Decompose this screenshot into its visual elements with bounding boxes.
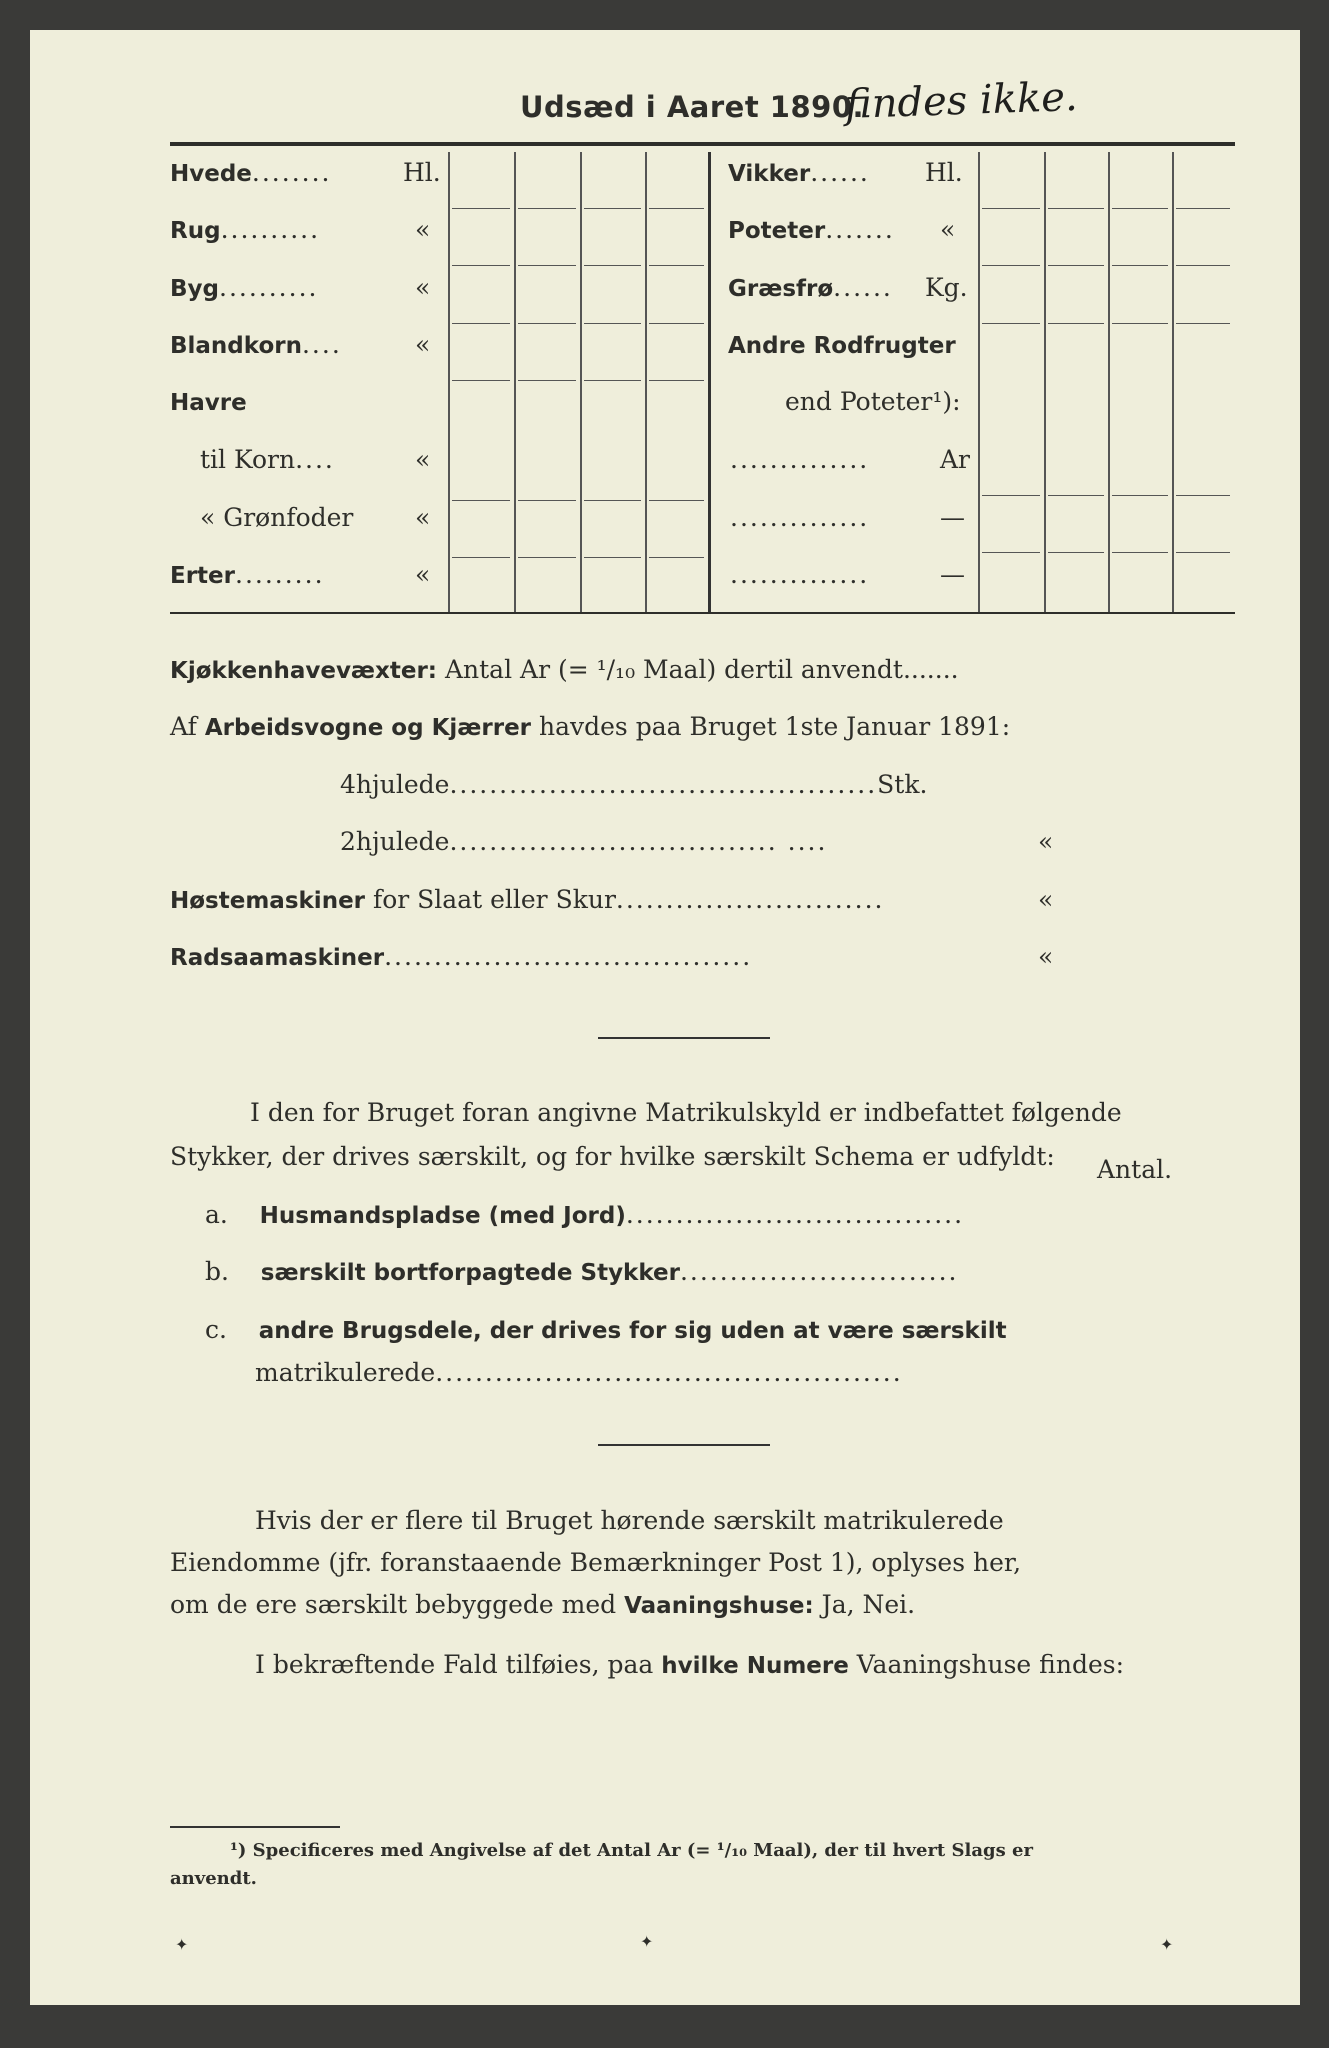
right-row-3 [728,330,956,359]
left-row-unit: « [415,215,431,244]
left-row-unit: « [415,560,431,589]
grid-cell-line [1112,323,1168,324]
right-row-label: Poteter [728,218,826,244]
punch-mark-left: ✦ [175,1935,189,1954]
harvest-text: for Slaat eller Skur [372,885,616,914]
bekraeftende-post: Vaaningshuse findes: [856,1650,1124,1679]
four-wheel-line [340,770,927,799]
grid-cell-line [1048,265,1104,266]
grid-cell-line [1048,552,1104,553]
left-row-0 [170,158,331,187]
grid-cell-line [584,557,641,558]
title-rule [170,142,1235,146]
grid-column-line [1172,152,1174,612]
item-c-line-2 [255,1358,903,1387]
right-row-label: Andre Rodfrugter [728,333,956,359]
grid-cell-line [584,265,641,266]
grid-cell-line [1176,265,1230,266]
left-row-dots: .... [295,445,335,474]
left-row-label: til Korn [200,445,296,474]
item-b-dots: ............................ [679,1257,959,1286]
two-wheel-line [340,827,827,856]
right-row-label: Vikker [728,161,811,187]
antal-label: Antal. [1097,1155,1173,1184]
four-wheel-dots: ........................................... [449,770,878,799]
right-row-dots: .............. [730,503,870,532]
grid-cell-line [1176,495,1230,496]
grid-cell-line [1048,323,1104,324]
grid-cell-line [982,495,1040,496]
item-a-line [205,1200,964,1229]
grid-cell-line [518,500,576,501]
grid-column-line [1108,152,1110,612]
right-row-4 [785,387,961,416]
left-row-label: Blandkorn [170,333,302,359]
item-c-label: andre Brugsdele, der drives for sig uden at være særskilt [258,1318,1007,1344]
grid-cell-line [1048,495,1104,496]
left-row-6 [200,503,353,532]
grid-cell-line [518,208,576,209]
right-row-unit: — [940,503,965,532]
grid-cell-line [982,552,1040,553]
left-row-unit: « [415,445,431,474]
right-row-dots: ....... [825,215,895,244]
grid-cell-line [584,323,641,324]
left-row-unit: « [415,330,431,359]
bekraeftende-bold: hvilke Numere [661,1653,849,1679]
right-row-2 [728,273,893,302]
form-page [30,30,1300,2005]
left-row-dots: ......... [235,560,325,589]
left-row-label: Havre [170,390,247,416]
item-b-label: særskilt bortforpagtede Stykker [260,1260,680,1286]
grid-cell-line [452,380,510,381]
page-title: Udsæd i Aaret 1890. [520,90,865,124]
right-row-label: end Poteter¹): [785,387,961,416]
grid-cell-line [649,208,704,209]
two-wheel-label: 2hjulede [340,827,450,856]
grid-column-line [708,152,711,612]
footnote-line-2: anvendt. [170,1868,257,1889]
harvest-label: Høstemaskiner [170,888,366,914]
left-row-1 [170,215,320,244]
left-row-label: Byg [170,276,219,302]
grid-cell-line [1176,323,1230,324]
punch-mark-center: ✦ [640,1932,654,1951]
left-row-4 [170,387,247,416]
item-c-text-2: matrikulerede [255,1358,436,1387]
grid-cell-line [1112,265,1168,266]
bekraeftende-pre: I bekræftende Fald tilføies, paa [255,1650,654,1679]
left-row-label: Rug [170,218,221,244]
wagons-label: Arbeidsvogne og Kjærrer [204,715,532,741]
grid-cell-line [518,380,576,381]
item-a-dots: .................................. [625,1200,965,1229]
two-wheel-dots: ................................. .... [449,827,828,856]
footnote-rule [170,1826,340,1828]
flere-line-2: Eiendomme (jfr. foranstaaende Bemærkninger Post 1), oplyses her, [170,1548,1022,1577]
grid-cell-line [1176,208,1230,209]
right-row-unit: Kg. [925,273,968,302]
kitchen-label: Kjøkkenhavevæxter: [170,658,438,684]
flere-line-3-bold: Vaaningshuse: [624,1593,814,1619]
grid-cell-line [649,265,704,266]
right-row-1 [728,215,895,244]
grid-cell-line [1112,495,1168,496]
grid-cell-line [452,208,510,209]
left-row-2 [170,273,318,302]
grid-cell-line [584,380,641,381]
left-row-dots: ........ [251,158,332,187]
right-row-unit: « [940,215,956,244]
kitchen-text: Antal Ar (= ¹/₁₀ Maal) dertil anvendt....... [444,655,959,684]
left-row-label: « Grønfoder [200,503,354,532]
grid-cell-line [518,323,576,324]
grid-cell-line [584,500,641,501]
grid-column-line [580,152,582,612]
grid-cell-line [649,323,704,324]
left-row-label: Hvede [170,161,252,187]
section-divider [598,1037,770,1039]
flere-line-3 [170,1590,915,1619]
section-divider-2 [598,1444,770,1446]
grid-column-line [645,152,647,612]
grid-column-line [448,152,450,612]
matrikel-line-2: Stykker, der drives særskilt, og for hvilke særskilt Schema er udfyldt: [170,1142,1055,1171]
right-row-5 [730,445,869,474]
punch-mark-right: ✦ [1160,1935,1174,1954]
grid-column-line [978,152,980,612]
item-c-dots: ............................................... [435,1358,903,1387]
grid-cell-line [1048,208,1104,209]
kitchen-garden-line [170,655,959,684]
grid-column-line [514,152,516,612]
grid-cell-line [452,557,510,558]
flere-line-1: Hvis der er flere til Bruget hørende særskilt matrikulerede [255,1506,1004,1535]
item-c-line [205,1315,1007,1344]
flere-line-3-post: Ja, Nei. [821,1590,916,1619]
matrikel-line-1: I den for Bruget foran angivne Matrikulskyld er indbefattet følgende [250,1098,1122,1127]
grid-cell-line [518,557,576,558]
grid-cell-line [1112,552,1168,553]
wagons-text: havdes paa Bruget 1ste Januar 1891: [538,712,1011,741]
grid-cell-line [584,208,641,209]
grid-cell-line [518,265,576,266]
grid-cell-line [649,500,704,501]
grid-cell-line [649,557,704,558]
left-row-3 [170,330,342,359]
four-wheel-unit: Stk. [877,770,928,799]
flere-line-3-pre: om de ere særskilt bebyggede med [170,1590,617,1619]
right-row-unit: — [940,560,965,589]
right-row-label: Græsfrø [728,276,834,302]
left-row-5 [200,445,335,474]
right-row-6 [730,503,869,532]
grid-cell-line [452,265,510,266]
wagons-line [170,712,1010,741]
right-row-0 [728,158,870,187]
grid-cell-line [1176,552,1230,553]
left-row-dots: .......... [220,215,321,244]
left-row-7 [170,560,325,589]
right-row-unit: Ar [940,445,971,474]
footnote-line-1: ¹) Specificeres med Angivelse af det Antal Ar (= ¹/₁₀ Maal), der til hvert Slags er [230,1840,1033,1861]
grid-cell-line [982,208,1040,209]
handwritten-note: findes ikke. [844,73,1079,129]
grid-cell-line [452,323,510,324]
seed-machine-unit: « [1038,942,1054,971]
table-bottom-rule [170,612,1235,614]
grid-cell-line [452,500,510,501]
left-row-dots: .... [301,330,342,359]
item-a-letter: a. [205,1200,228,1229]
four-wheel-label: 4hjulede [340,770,450,799]
left-row-dots: .......... [219,273,319,302]
grid-cell-line [982,265,1040,266]
item-b-line [205,1257,959,1286]
left-row-unit: « [415,503,431,532]
right-row-dots: ...... [833,273,893,302]
two-wheel-unit: « [1038,827,1054,856]
grid-cell-line [982,323,1040,324]
left-row-unit: Hl. [403,158,441,187]
grid-cell-line [1112,208,1168,209]
grid-column-line [1044,152,1046,612]
left-row-unit: « [415,273,431,302]
right-row-dots: .............. [730,560,870,589]
bekraeftende-line [255,1650,1124,1679]
grid-cell-line [649,380,704,381]
item-a-label: Husmandspladse (med Jord) [259,1203,626,1229]
harvest-unit: « [1038,885,1054,914]
wagons-pre: Af [170,712,197,741]
harvest-line [170,885,884,914]
seed-machine-line [170,942,752,971]
seed-machine-dots: ..................................... [384,942,753,971]
right-row-unit: Hl. [925,158,963,187]
right-row-dots: ...... [810,158,870,187]
left-row-label: Erter [170,563,235,589]
item-b-letter: b. [205,1257,229,1286]
right-row-7 [730,560,869,589]
seed-machine-label: Radsaamaskiner [170,945,385,971]
right-row-dots: .............. [730,445,870,474]
item-c-letter: c. [205,1315,227,1344]
harvest-dots: ........................... [615,885,885,914]
